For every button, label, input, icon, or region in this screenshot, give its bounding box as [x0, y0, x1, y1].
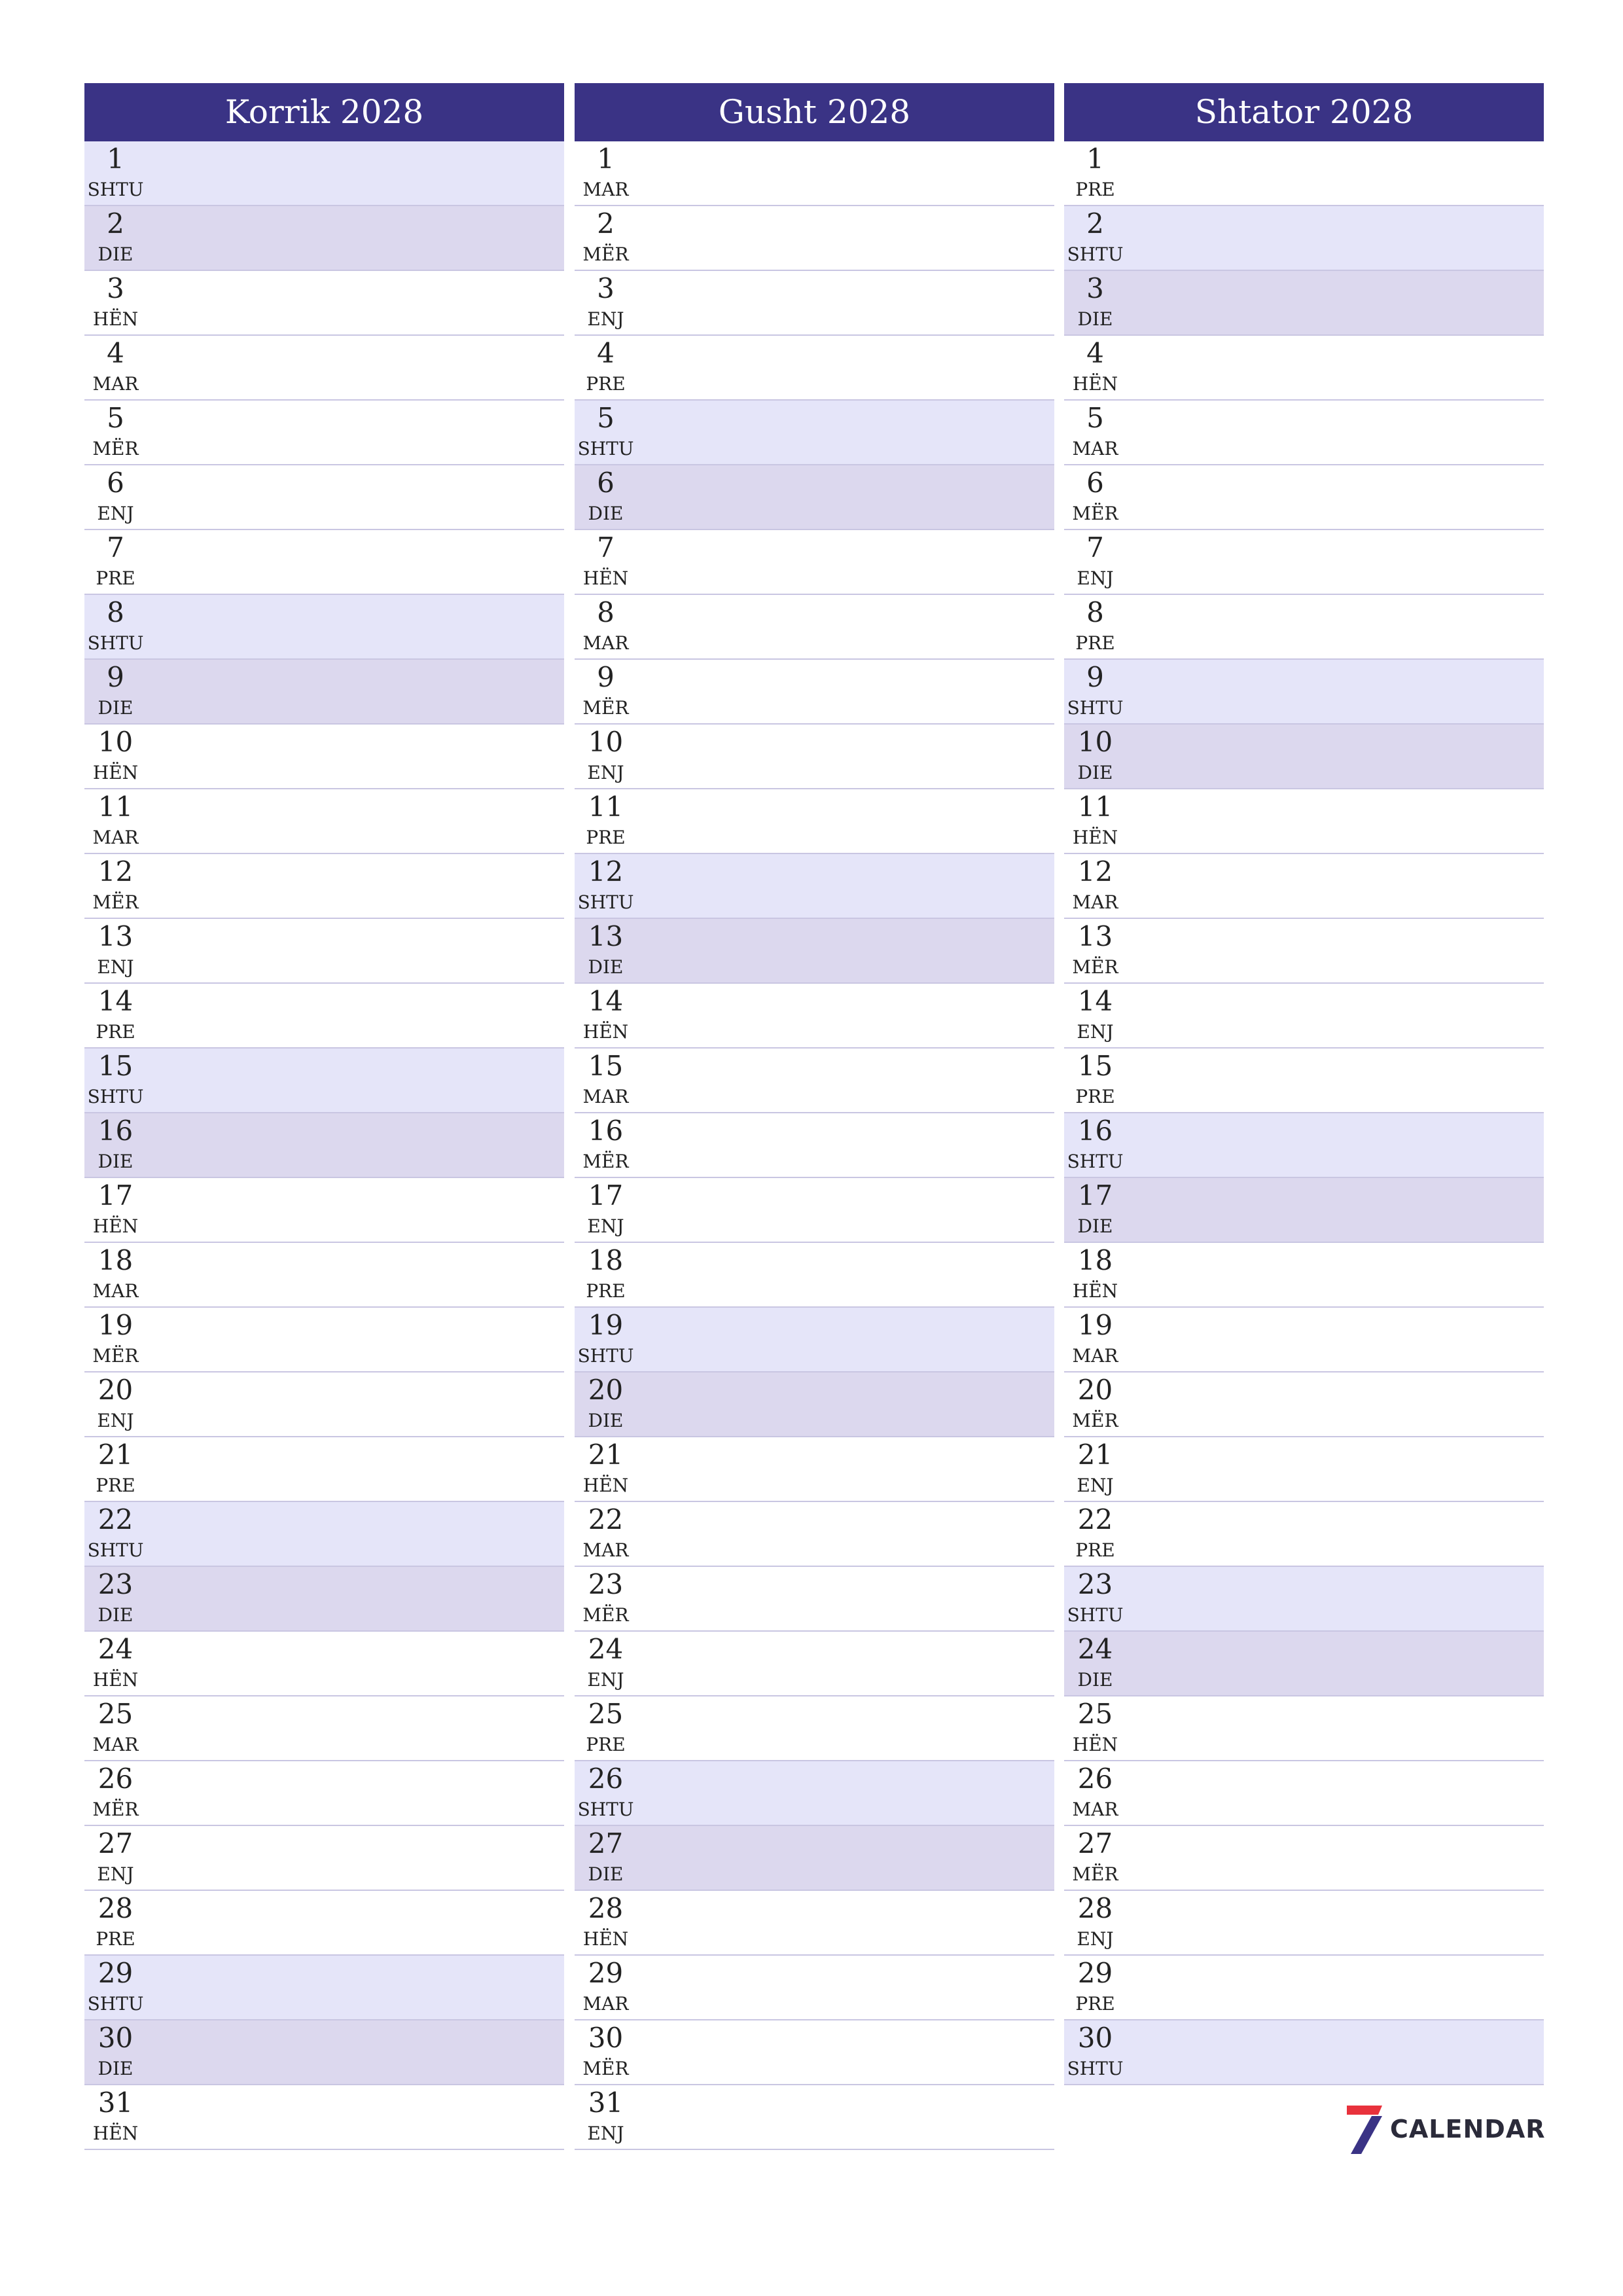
day-weekday: HËN	[1072, 1734, 1118, 1755]
day-weekday: ENJ	[97, 1410, 134, 1431]
day-weekday: SHTU	[1067, 2058, 1124, 2079]
day-number: 22	[588, 1503, 624, 1535]
day-number: 16	[98, 1115, 134, 1147]
seven-logo-icon	[1343, 2103, 1385, 2155]
day-row	[575, 1178, 1054, 1243]
day-number: 19	[98, 1309, 134, 1341]
day-row	[1064, 660, 1544, 725]
day-row	[84, 401, 564, 465]
day-row	[1064, 1437, 1544, 1502]
day-number: 24	[1077, 1633, 1113, 1665]
month-august	[575, 83, 1054, 2150]
day-weekday: MAR	[582, 632, 629, 654]
day-weekday: SHTU	[577, 1799, 634, 1820]
day-row	[1064, 336, 1544, 401]
day-row	[1064, 595, 1544, 660]
day-row	[575, 1567, 1054, 1632]
day-number: 22	[98, 1503, 134, 1535]
day-row	[84, 1437, 564, 1502]
day-row	[575, 1956, 1054, 2020]
day-number: 8	[1086, 596, 1104, 628]
day-weekday: DIE	[98, 243, 134, 265]
day-number: 12	[98, 855, 134, 888]
day-row	[1064, 2020, 1544, 2085]
day-row	[84, 1761, 564, 1826]
day-number: 17	[98, 1179, 134, 1211]
day-number: 20	[588, 1374, 624, 1406]
day-row	[84, 206, 564, 271]
day-weekday: HËN	[1072, 1280, 1118, 1302]
day-row	[84, 919, 564, 984]
day-number: 23	[1077, 1568, 1113, 1600]
day-weekday: DIE	[588, 1863, 624, 1885]
day-weekday: MËR	[582, 243, 629, 265]
day-row	[575, 725, 1054, 789]
day-row	[1064, 984, 1544, 1049]
day-row	[84, 1696, 564, 1761]
day-row	[84, 271, 564, 336]
day-row	[1064, 271, 1544, 336]
day-weekday: PRE	[96, 567, 135, 589]
day-number: 1	[597, 143, 615, 175]
day-number: 14	[1077, 985, 1113, 1017]
day-weekday: DIE	[98, 1151, 134, 1172]
day-row	[84, 2085, 564, 2150]
day-number: 31	[588, 2087, 624, 2119]
day-row	[84, 336, 564, 401]
day-row	[84, 465, 564, 530]
day-number: 3	[597, 272, 615, 304]
day-row	[84, 595, 564, 660]
day-number: 9	[597, 661, 615, 693]
day-row	[84, 1243, 564, 1308]
day-weekday: ENJ	[587, 2123, 624, 2144]
day-weekday: ENJ	[587, 762, 624, 783]
day-number: 14	[588, 985, 624, 1017]
day-number: 21	[588, 1439, 624, 1471]
day-number: 5	[107, 402, 124, 434]
day-row	[1064, 1502, 1544, 1567]
day-weekday: MAR	[92, 827, 139, 848]
day-weekday: MËR	[92, 1799, 139, 1820]
month-title: Korrik 2028	[84, 83, 564, 141]
day-number: 18	[588, 1244, 624, 1276]
day-number: 2	[597, 207, 615, 240]
day-number: 7	[1086, 531, 1104, 564]
day-list	[84, 141, 564, 2150]
day-number: 25	[588, 1698, 624, 1730]
day-row	[84, 1372, 564, 1437]
day-row	[84, 2020, 564, 2085]
day-weekday: MAR	[582, 1086, 629, 1107]
day-number: 8	[107, 596, 124, 628]
day-number: 25	[98, 1698, 134, 1730]
day-number: 13	[588, 920, 624, 952]
day-weekday: SHTU	[1067, 1604, 1124, 1626]
day-weekday: ENJ	[1077, 1021, 1114, 1043]
day-row	[575, 1891, 1054, 1956]
day-row	[1064, 1178, 1544, 1243]
day-weekday: PRE	[586, 1280, 626, 1302]
day-row	[84, 1113, 564, 1178]
day-weekday: MËR	[92, 438, 139, 459]
day-number: 11	[1077, 791, 1113, 823]
day-number: 27	[588, 1827, 624, 1859]
day-number: 23	[588, 1568, 624, 1600]
day-number: 4	[107, 337, 124, 369]
day-number: 24	[588, 1633, 624, 1665]
day-row	[1064, 141, 1544, 206]
day-weekday: PRE	[1075, 1993, 1115, 2015]
day-row	[575, 530, 1054, 595]
day-row	[575, 465, 1054, 530]
month-title: Gusht 2028	[575, 83, 1054, 141]
day-number: 26	[1077, 1763, 1113, 1795]
day-weekday: SHTU	[87, 1993, 144, 2015]
day-row	[1064, 1891, 1544, 1956]
day-row	[84, 1308, 564, 1372]
day-weekday: PRE	[1075, 179, 1115, 200]
day-weekday: HËN	[582, 1475, 629, 1496]
day-weekday: ENJ	[587, 1215, 624, 1237]
day-row	[84, 530, 564, 595]
day-row	[575, 2085, 1054, 2150]
day-weekday: DIE	[1077, 1215, 1113, 1237]
day-row	[575, 1632, 1054, 1696]
day-row	[1064, 1956, 1544, 2020]
day-number: 20	[1077, 1374, 1113, 1406]
day-number: 16	[1077, 1115, 1113, 1147]
day-weekday: SHTU	[87, 632, 144, 654]
day-number: 23	[98, 1568, 134, 1600]
day-number: 26	[588, 1763, 624, 1795]
day-number: 6	[597, 467, 615, 499]
day-number: 29	[1077, 1957, 1113, 1989]
day-weekday: MËR	[92, 1345, 139, 1367]
day-row	[1064, 789, 1544, 854]
day-row	[84, 789, 564, 854]
day-number: 19	[1077, 1309, 1113, 1341]
day-row	[1064, 854, 1544, 919]
day-weekday: ENJ	[97, 1863, 134, 1885]
day-row	[575, 919, 1054, 984]
day-weekday: ENJ	[587, 308, 624, 330]
day-row	[1064, 1567, 1544, 1632]
day-number: 27	[98, 1827, 134, 1859]
day-number: 5	[597, 402, 615, 434]
day-row	[84, 1567, 564, 1632]
day-number: 28	[1077, 1892, 1113, 1924]
day-row	[575, 1243, 1054, 1308]
day-weekday: DIE	[1077, 1669, 1113, 1691]
day-row	[84, 1502, 564, 1567]
day-weekday: HËN	[92, 1215, 139, 1237]
month-title: Shtator 2028	[1064, 83, 1544, 141]
day-row	[1064, 1308, 1544, 1372]
day-row	[575, 595, 1054, 660]
day-number: 13	[1077, 920, 1113, 952]
day-weekday: SHTU	[1067, 243, 1124, 265]
day-weekday: MËR	[582, 2058, 629, 2079]
day-row	[575, 854, 1054, 919]
day-number: 20	[98, 1374, 134, 1406]
day-number: 3	[107, 272, 124, 304]
day-weekday: MAR	[92, 373, 139, 395]
day-row	[1064, 401, 1544, 465]
day-number: 12	[1077, 855, 1113, 888]
day-number: 12	[588, 855, 624, 888]
day-number: 26	[98, 1763, 134, 1795]
day-weekday: SHTU	[577, 891, 634, 913]
day-weekday: ENJ	[97, 503, 134, 524]
day-number: 27	[1077, 1827, 1113, 1859]
day-weekday: DIE	[588, 503, 624, 524]
day-weekday: MAR	[1072, 1345, 1118, 1367]
day-number: 16	[588, 1115, 624, 1147]
day-weekday: ENJ	[1077, 1475, 1114, 1496]
day-number: 15	[588, 1050, 624, 1082]
day-row	[575, 206, 1054, 271]
day-weekday: HËN	[1072, 827, 1118, 848]
day-weekday: DIE	[1077, 308, 1113, 330]
day-row	[84, 1956, 564, 2020]
day-row	[1064, 725, 1544, 789]
day-row	[84, 725, 564, 789]
day-weekday: DIE	[98, 2058, 134, 2079]
day-weekday: MAR	[92, 1280, 139, 1302]
day-number: 15	[1077, 1050, 1113, 1082]
day-weekday: HËN	[92, 762, 139, 783]
day-row	[575, 1826, 1054, 1891]
day-weekday: SHTU	[577, 438, 634, 459]
day-row	[575, 1502, 1054, 1567]
logo-text: CALENDAR	[1390, 2115, 1546, 2144]
day-weekday: HËN	[582, 1928, 629, 1950]
day-weekday: MËR	[1072, 1410, 1118, 1431]
day-row	[84, 1632, 564, 1696]
day-row	[1064, 1696, 1544, 1761]
day-row	[1064, 465, 1544, 530]
day-row	[84, 984, 564, 1049]
day-weekday: DIE	[98, 1604, 134, 1626]
day-number: 4	[597, 337, 615, 369]
day-row	[575, 660, 1054, 725]
day-row	[1064, 1761, 1544, 1826]
day-row	[1064, 1113, 1544, 1178]
day-number: 7	[107, 531, 124, 564]
day-number: 8	[597, 596, 615, 628]
day-weekday: SHTU	[87, 179, 144, 200]
day-weekday: ENJ	[1077, 1928, 1114, 1950]
day-row	[575, 789, 1054, 854]
day-number: 6	[1086, 467, 1104, 499]
month-september	[1064, 83, 1544, 2085]
day-row	[84, 660, 564, 725]
day-row	[575, 1761, 1054, 1826]
month-july	[84, 83, 564, 2150]
day-number: 30	[98, 2022, 134, 2054]
day-row	[575, 1696, 1054, 1761]
day-row	[575, 1308, 1054, 1372]
day-row	[84, 1891, 564, 1956]
day-number: 1	[107, 143, 124, 175]
day-weekday: SHTU	[1067, 1151, 1124, 1172]
brand-logo	[1343, 2103, 1545, 2155]
day-number: 7	[597, 531, 615, 564]
day-number: 3	[1086, 272, 1104, 304]
day-weekday: HËN	[92, 2123, 139, 2144]
day-number: 10	[98, 726, 134, 758]
day-weekday: PRE	[1075, 1539, 1115, 1561]
day-weekday: ENJ	[587, 1669, 624, 1691]
day-number: 2	[1086, 207, 1104, 240]
day-weekday: ENJ	[1077, 567, 1114, 589]
day-weekday: PRE	[586, 373, 626, 395]
day-number: 10	[1077, 726, 1113, 758]
day-weekday: MAR	[92, 1734, 139, 1755]
day-weekday: DIE	[588, 1410, 624, 1431]
day-list	[575, 141, 1054, 2150]
day-weekday: PRE	[1075, 632, 1115, 654]
day-row	[84, 1178, 564, 1243]
day-weekday: MAR	[582, 179, 629, 200]
day-row	[575, 336, 1054, 401]
day-weekday: HËN	[1072, 373, 1118, 395]
day-list	[1064, 141, 1544, 2085]
day-row	[575, 1113, 1054, 1178]
day-weekday: MAR	[1072, 891, 1118, 913]
day-number: 31	[98, 2087, 134, 2119]
day-row	[84, 141, 564, 206]
day-weekday: MËR	[1072, 956, 1118, 978]
day-number: 10	[588, 726, 624, 758]
day-weekday: MËR	[582, 1604, 629, 1626]
day-weekday: PRE	[96, 1928, 135, 1950]
day-weekday: PRE	[586, 1734, 626, 1755]
day-row	[84, 1049, 564, 1113]
day-number: 28	[588, 1892, 624, 1924]
day-number: 24	[98, 1633, 134, 1665]
day-row	[575, 1372, 1054, 1437]
day-weekday: MAR	[1072, 1799, 1118, 1820]
day-number: 2	[107, 207, 124, 240]
day-row	[575, 984, 1054, 1049]
day-weekday: MËR	[582, 697, 629, 719]
day-number: 22	[1077, 1503, 1113, 1535]
day-weekday: MAR	[1072, 438, 1118, 459]
day-weekday: HËN	[92, 308, 139, 330]
day-number: 21	[1077, 1439, 1113, 1471]
day-number: 9	[107, 661, 124, 693]
day-row	[1064, 1372, 1544, 1437]
day-number: 1	[1086, 143, 1104, 175]
day-weekday: PRE	[96, 1475, 135, 1496]
day-weekday: PRE	[1075, 1086, 1115, 1107]
day-weekday: HËN	[92, 1669, 139, 1691]
day-weekday: PRE	[586, 827, 626, 848]
day-number: 6	[107, 467, 124, 499]
day-weekday: DIE	[98, 697, 134, 719]
day-weekday: MËR	[1072, 1863, 1118, 1885]
day-weekday: DIE	[588, 956, 624, 978]
day-number: 14	[98, 985, 134, 1017]
day-weekday: PRE	[96, 1021, 135, 1043]
day-row	[575, 271, 1054, 336]
day-row	[575, 1437, 1054, 1502]
day-number: 11	[588, 791, 624, 823]
day-number: 25	[1077, 1698, 1113, 1730]
day-number: 9	[1086, 661, 1104, 693]
day-weekday: MAR	[582, 1993, 629, 2015]
day-weekday: ENJ	[97, 956, 134, 978]
day-number: 17	[588, 1179, 624, 1211]
day-row	[1064, 1243, 1544, 1308]
day-row	[575, 1049, 1054, 1113]
day-number: 29	[588, 1957, 624, 1989]
day-row	[1064, 530, 1544, 595]
day-weekday: HËN	[582, 1021, 629, 1043]
day-weekday: DIE	[1077, 762, 1113, 783]
day-weekday: MËR	[1072, 503, 1118, 524]
day-number: 5	[1086, 402, 1104, 434]
day-weekday: MËR	[92, 891, 139, 913]
day-number: 19	[588, 1309, 624, 1341]
day-number: 21	[98, 1439, 134, 1471]
day-number: 18	[98, 1244, 134, 1276]
day-row	[1064, 1632, 1544, 1696]
day-row	[84, 854, 564, 919]
day-row	[1064, 1826, 1544, 1891]
day-row	[1064, 1049, 1544, 1113]
day-row	[575, 401, 1054, 465]
day-row	[1064, 919, 1544, 984]
day-number: 18	[1077, 1244, 1113, 1276]
day-weekday: SHTU	[87, 1086, 144, 1107]
day-number: 30	[1077, 2022, 1113, 2054]
day-weekday: SHTU	[1067, 697, 1124, 719]
day-number: 4	[1086, 337, 1104, 369]
day-weekday: MËR	[582, 1151, 629, 1172]
day-number: 17	[1077, 1179, 1113, 1211]
day-number: 15	[98, 1050, 134, 1082]
day-number: 13	[98, 920, 134, 952]
day-row	[84, 1826, 564, 1891]
day-row	[1064, 206, 1544, 271]
day-number: 11	[98, 791, 134, 823]
day-weekday: SHTU	[87, 1539, 144, 1561]
day-number: 29	[98, 1957, 134, 1989]
day-weekday: HËN	[582, 567, 629, 589]
day-row	[575, 2020, 1054, 2085]
day-weekday: MAR	[582, 1539, 629, 1561]
day-number: 30	[588, 2022, 624, 2054]
day-number: 28	[98, 1892, 134, 1924]
day-weekday: SHTU	[577, 1345, 634, 1367]
day-row	[575, 141, 1054, 206]
